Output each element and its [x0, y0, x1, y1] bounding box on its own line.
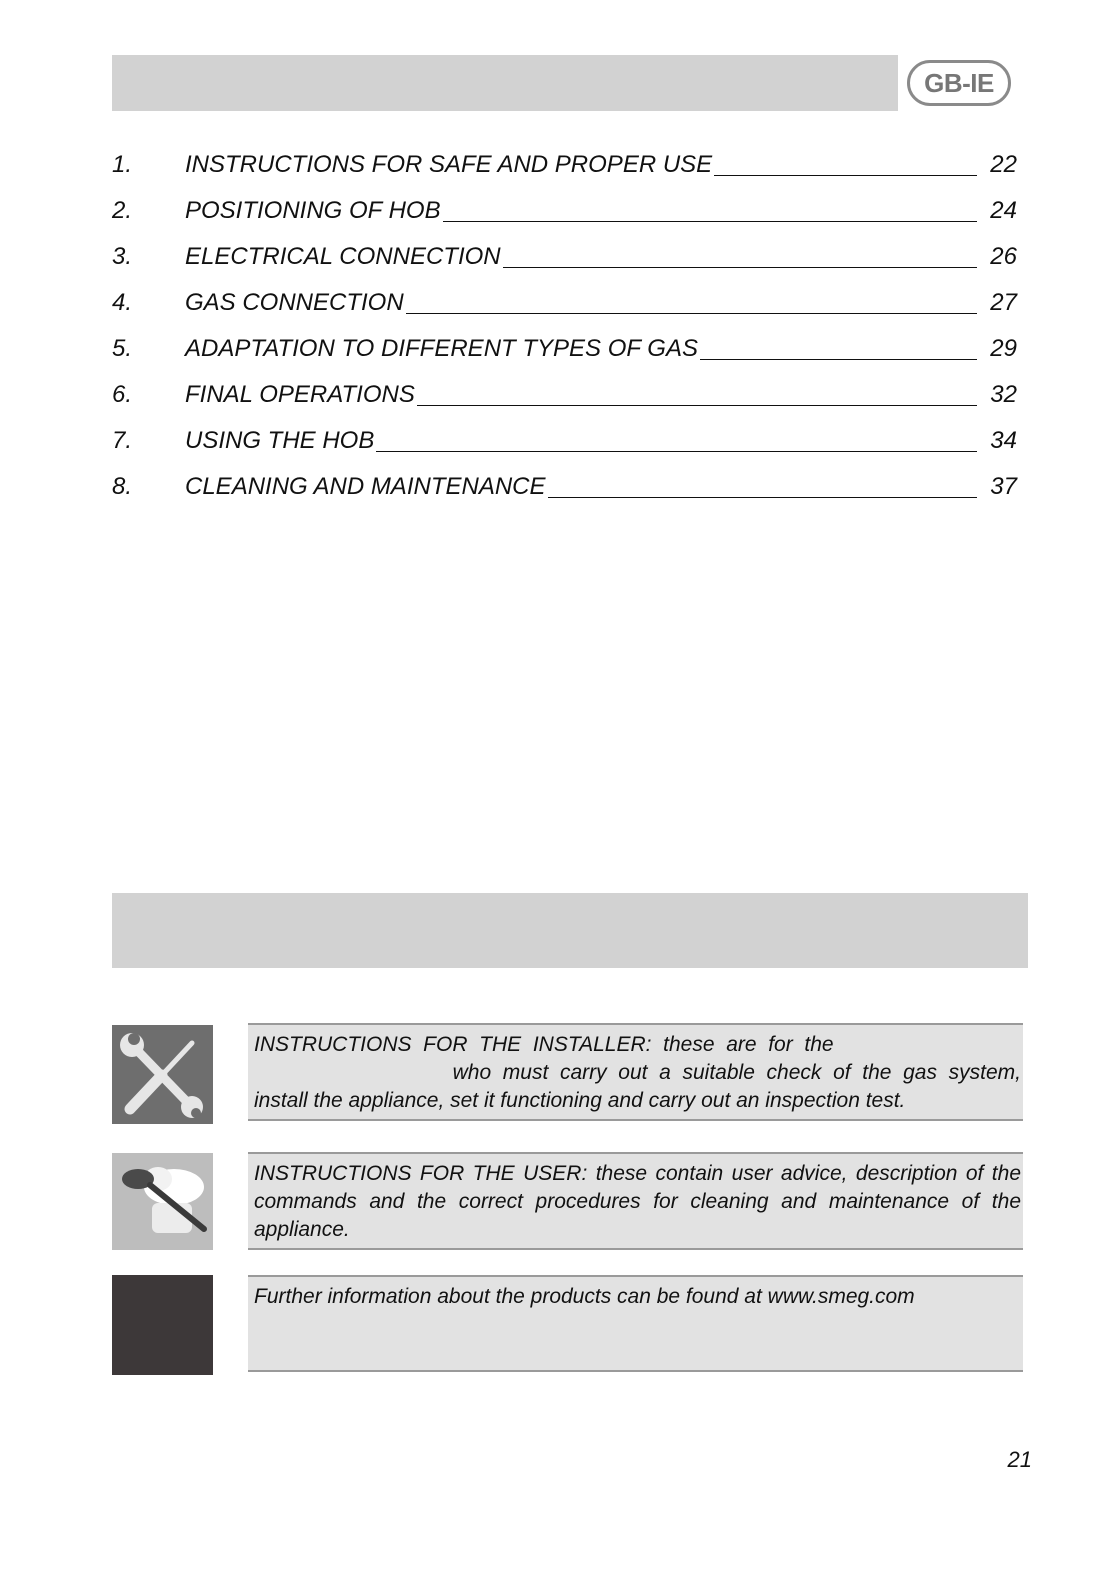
- toc-item[interactable]: [112, 243, 1017, 289]
- toc-page: 34: [990, 427, 1017, 454]
- toc-leader-line: [406, 289, 977, 314]
- toc-number: 6.: [112, 381, 133, 408]
- toc-leader-line: [700, 335, 977, 360]
- installer-line-2-wrap: [254, 1059, 1021, 1087]
- toc-number: 1.: [112, 151, 133, 178]
- toc-page: 26: [990, 243, 1017, 270]
- toc-title: INSTRUCTIONS FOR SAFE AND PROPER USE: [185, 151, 713, 178]
- toc-item[interactable]: [112, 289, 1017, 335]
- toc-item[interactable]: [112, 473, 1017, 519]
- user-info-box: [248, 1152, 1023, 1250]
- table-of-contents: [112, 151, 1017, 519]
- installer-info-box: [248, 1023, 1023, 1121]
- toc-page: 27: [990, 289, 1017, 316]
- toc-title: POSITIONING OF HOB: [185, 197, 441, 224]
- toc-page: 32: [990, 381, 1017, 408]
- toc-title: GAS CONNECTION: [185, 289, 404, 316]
- toc-item[interactable]: [112, 197, 1017, 243]
- section-bar: [112, 893, 1028, 968]
- toc-number: 3.: [112, 243, 133, 270]
- toc-number: 2.: [112, 197, 133, 224]
- language-badge: GB-IE: [907, 60, 1011, 106]
- toc-number: 8.: [112, 473, 133, 500]
- toc-item[interactable]: [112, 335, 1017, 381]
- toc-page: 24: [990, 197, 1017, 224]
- toc-title: ELECTRICAL CONNECTION: [185, 243, 501, 270]
- user-info-text: INSTRUCTIONS FOR THE USER: these contain user advice, description of the commands and the correct procedures for cleaning and maintenance of the appliance.: [254, 1162, 1021, 1241]
- toc-title: ADAPTATION TO DIFFERENT TYPES OF GAS: [185, 335, 698, 362]
- toc-number: 7.: [112, 427, 133, 454]
- toc-title: FINAL OPERATIONS: [185, 381, 415, 408]
- installer-line-3: install the appliance, set it functioning and carry out an inspection test.: [254, 1089, 906, 1112]
- installer-line-2: who must carry out a suitable check of the gas system,: [452, 1061, 1021, 1084]
- further-info-box: [248, 1275, 1023, 1372]
- toc-page: 37: [990, 473, 1017, 500]
- toc-leader-line: [548, 473, 978, 498]
- toc-page: 29: [990, 335, 1017, 362]
- installer-line-1: INSTRUCTIONS FOR THE INSTALLER: these are for the: [254, 1033, 834, 1056]
- toc-leader-line: [503, 243, 977, 268]
- toc-page: 22: [990, 151, 1017, 178]
- toc-leader-line: [376, 427, 977, 452]
- toc-item[interactable]: [112, 427, 1017, 473]
- toc-title: CLEANING AND MAINTENANCE: [185, 473, 546, 500]
- toc-item[interactable]: [112, 381, 1017, 427]
- header-bar: [112, 55, 898, 111]
- toc-leader-line: [443, 197, 977, 222]
- dark-square-icon: [112, 1275, 213, 1375]
- toc-number: 5.: [112, 335, 133, 362]
- toc-title: USING THE HOB: [185, 427, 375, 454]
- chef-spoon-icon: [112, 1153, 213, 1250]
- page-number: 21: [1007, 1447, 1032, 1472]
- blank-gap: [254, 1059, 380, 1087]
- toc-leader-line: [714, 151, 977, 176]
- toc-number: 4.: [112, 289, 133, 316]
- tools-icon: [112, 1025, 213, 1124]
- toc-leader-line: [417, 381, 977, 406]
- further-info-text: Further information about the products can be found at www.smeg.com: [254, 1285, 915, 1308]
- toc-item[interactable]: [112, 151, 1017, 197]
